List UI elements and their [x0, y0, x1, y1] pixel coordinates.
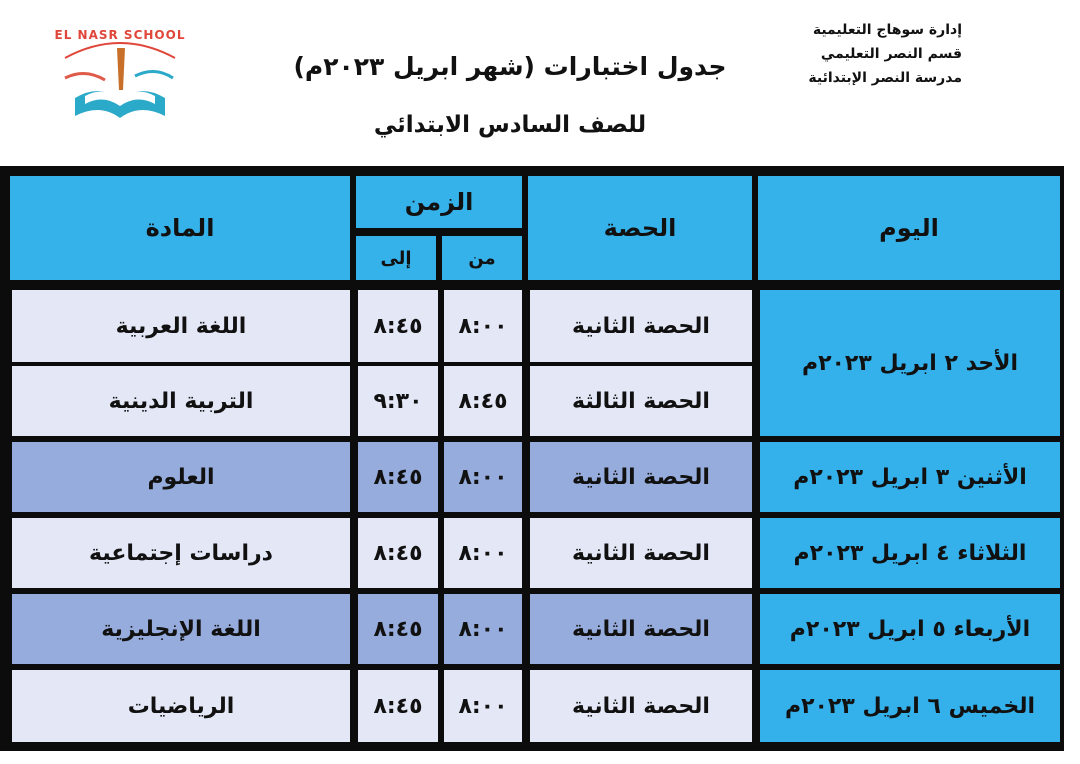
time-to-cell: ٨:٤٥ — [358, 670, 438, 742]
header-time: الزمن — [356, 176, 522, 228]
time-from-cell: ٨:٠٠ — [444, 290, 522, 362]
period-cell: الحصة الثالثة — [530, 366, 752, 436]
header-to: إلى — [356, 236, 436, 280]
logo-text: EL NASR SCHOOL — [54, 28, 186, 42]
time-from-cell: ٨:٠٠ — [444, 442, 522, 512]
subject-cell: الرياضيات — [12, 670, 350, 742]
header-subject: المادة — [10, 176, 350, 280]
time-to-cell: ٨:٤٥ — [358, 442, 438, 512]
administration-block — [762, 18, 962, 90]
subject-cell: اللغة الإنجليزية — [12, 594, 350, 664]
subject-cell: اللغة العربية — [12, 290, 350, 362]
period-cell: الحصة الثانية — [530, 442, 752, 512]
page-title: جدول اختبارات (شهر ابريل ٢٠٢٣م) — [293, 52, 727, 81]
time-from-cell: ٨:٠٠ — [444, 518, 522, 588]
time-from-cell: ٨:٤٥ — [444, 366, 522, 436]
day-cell: الخميس ٦ ابريل ٢٠٢٣م — [760, 670, 1060, 742]
time-to-cell: ٨:٤٥ — [358, 518, 438, 588]
day-cell: الأثنين ٣ ابريل ٢٠٢٣م — [760, 442, 1060, 512]
admin-line: قسم النصر التعليمي — [820, 46, 962, 62]
subject-cell: العلوم — [12, 442, 350, 512]
day-cell: الأحد ٢ ابريل ٢٠٢٣م — [760, 290, 1060, 436]
admin-line: مدرسة النصر الإبتدائية — [808, 70, 962, 86]
period-cell: الحصة الثانية — [530, 670, 752, 742]
period-cell: الحصة الثانية — [530, 290, 752, 362]
time-to-cell: ٩:٣٠ — [358, 366, 438, 436]
day-cell: الأربعاء ٥ ابريل ٢٠٢٣م — [760, 594, 1060, 664]
time-from-cell: ٨:٠٠ — [444, 594, 522, 664]
day-cell: الثلاثاء ٤ ابريل ٢٠٢٣م — [760, 518, 1060, 588]
subject-cell: دراسات إجتماعية — [12, 518, 350, 588]
period-cell: الحصة الثانية — [530, 518, 752, 588]
time-from-cell: ٨:٠٠ — [444, 670, 522, 742]
admin-line: إدارة سوهاج التعليمية — [812, 22, 962, 38]
page-subtitle: للصف السادس الابتدائي — [373, 112, 647, 138]
time-to-cell: ٨:٤٥ — [358, 594, 438, 664]
exam-schedule-table — [0, 166, 1064, 751]
school-logo — [45, 28, 195, 128]
book-logo-icon — [45, 28, 195, 128]
header-from: من — [442, 236, 522, 280]
period-cell: الحصة الثانية — [530, 594, 752, 664]
header-period: الحصة — [528, 176, 752, 280]
header-day: اليوم — [758, 176, 1060, 280]
time-to-cell: ٨:٤٥ — [358, 290, 438, 362]
subject-cell: التربية الدينية — [12, 366, 350, 436]
